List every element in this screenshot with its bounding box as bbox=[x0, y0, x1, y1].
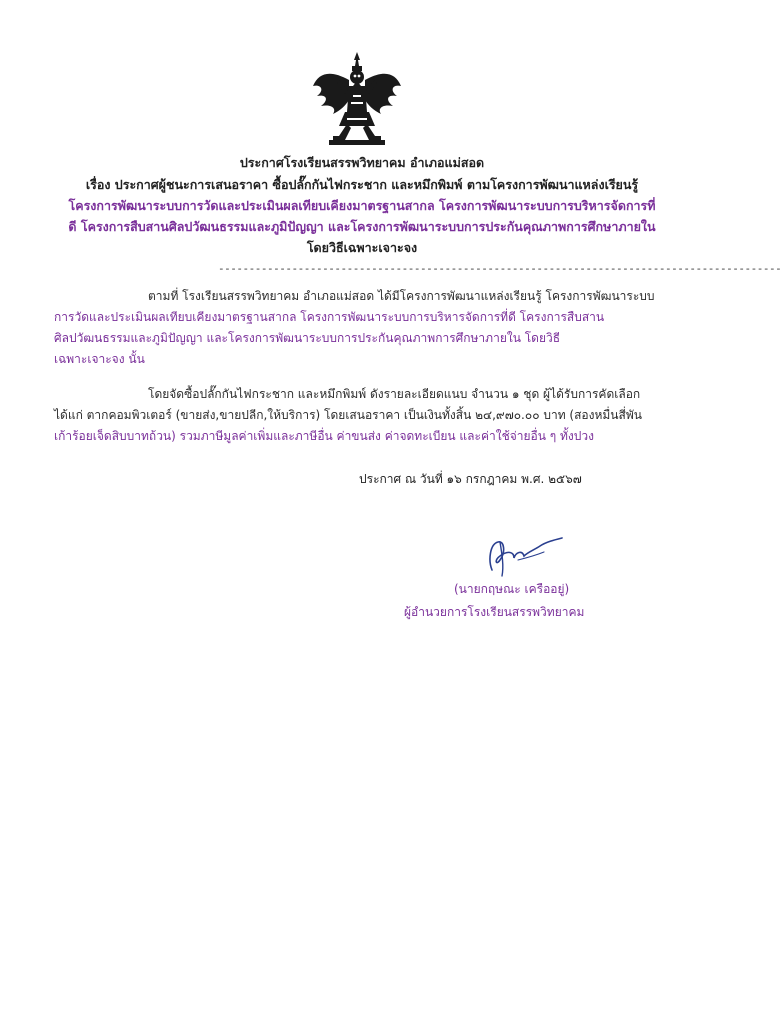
separator-line: -------------------------------------------------------------------------------------------- bbox=[218, 262, 781, 275]
signer-name: (นายกฤษณะ เครืออยู่) bbox=[454, 582, 570, 596]
announcement-date: ประกาศ ณ วันที่ ๑๖ กรกฎาคม พ.ศ. ๒๕๖๗ bbox=[359, 472, 582, 486]
paragraph-line: เฉพาะเจาะจง นั้น bbox=[54, 352, 145, 366]
paragraph-line: โดยจัดซื้อปลั๊กกันไฟกระชาก และหมึกพิมพ์ ดังรายละเอียดแนบ จำนวน ๑ ชุด ผู้ได้รับการคัดเลือก bbox=[148, 387, 641, 401]
heading-line: โดยวิธีเฉพาะเจาะจง bbox=[306, 240, 418, 255]
paragraph-background bbox=[54, 286, 694, 370]
heading-line: เรื่อง ประกาศผู้ชนะการเสนอราคา ซื้อปลั๊กกันไฟกระชาก และหมึกพิมพ์ ตามโครงการพัฒนาแหล่งเรียนรู้ bbox=[85, 177, 639, 192]
paragraph-line: การวัดและประเมินผลเทียบเคียงมาตรฐานสากล โครงการพัฒนาระบบการบริหารจัดการที่ดี โครงการสืบสาน bbox=[54, 310, 605, 324]
garuda-emblem-icon bbox=[311, 50, 403, 150]
paragraph-line: เก้าร้อยเจ็ดสิบบาทถ้วน) รวมภาษีมูลค่าเพิ่มและภาษีอื่น ค่าขนส่ง ค่าจดทะเบียน และค่าใช้จ่ายอื่น ๆ ทั้งปวง bbox=[54, 429, 594, 443]
paragraph-line: ได้แก่ ตากคอมพิวเตอร์ (ขายส่ง,ขายปลีก,ให้บริการ) โดยเสนอราคา เป็นเงินทั้งสิ้น ๒๔,๙๗๐.๐๐ บาท (สองหมื่นสี่พัน bbox=[54, 408, 642, 422]
announcement-title: ประกาศโรงเรียนสรรพวิทยาคม อำเภอแม่สอด bbox=[239, 155, 485, 170]
paragraph-line: ศิลปวัฒนธรรมและภูมิปัญญา และโครงการพัฒนาระบบการประกันคุณภาพการศึกษาภายใน โดยวิธี bbox=[54, 331, 561, 345]
paragraph-line: ตามที่ โรงเรียนสรรพวิทยาคม อำเภอแม่สอด ได้มีโครงการพัฒนาแหล่งเรียนรู้ โครงการพัฒนาระบบ bbox=[148, 289, 655, 303]
signature-icon bbox=[474, 530, 564, 580]
heading-line: โครงการพัฒนาระบบการวัดและประเมินผลเทียบเคียงมาตรฐานสากล โครงการพัฒนาระบบการบริหารจัดการที่ bbox=[68, 198, 656, 213]
signer-position: ผู้อำนวยการโรงเรียนสรรพวิทยาคม bbox=[404, 605, 585, 619]
announcement-heading bbox=[40, 174, 684, 258]
paragraph-award bbox=[54, 384, 694, 447]
heading-line: ดี โครงการสืบสานศิลปวัฒนธรรมและภูมิปัญญา และโครงการพัฒนาระบบการประกันคุณภาพการศึกษาภายใน bbox=[68, 219, 656, 234]
